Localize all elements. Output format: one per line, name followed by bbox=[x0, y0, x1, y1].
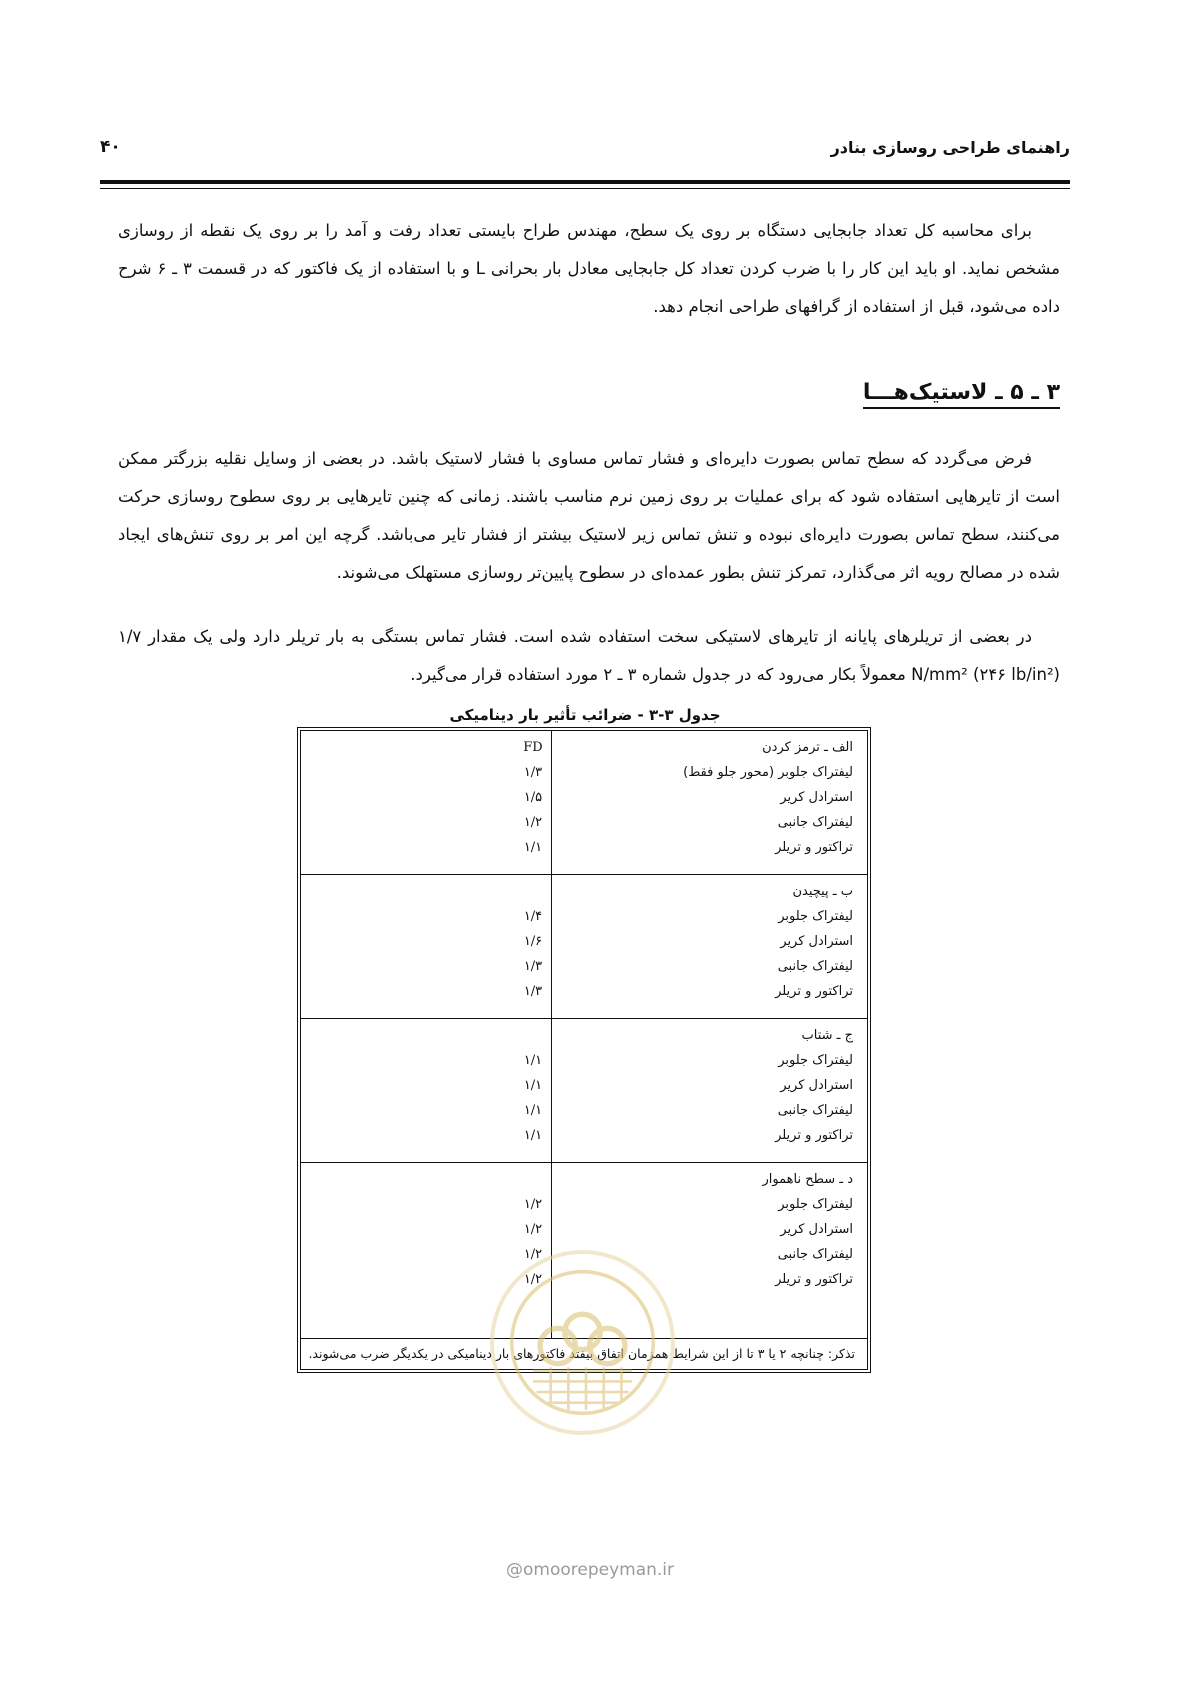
row-label: استرادل کریر bbox=[780, 1078, 853, 1093]
row-value: ۱/۱ bbox=[523, 1078, 543, 1093]
row-value: ۱/۲ bbox=[523, 1222, 543, 1237]
row-label: استرادل کریر bbox=[780, 934, 853, 949]
row-label: لیفتراک جلوبر bbox=[778, 1197, 853, 1212]
row-value: ۱/۲ bbox=[523, 815, 543, 830]
row-label: تراکتور و تریلر bbox=[775, 1128, 853, 1143]
row-label: استرادل کریر bbox=[780, 790, 853, 805]
paragraph-trailers: در بعضی از تریلرهای پایانه از تایرهای لاستیکی سخت استفاده شده است. فشار تماس بستگی به بار تریلر دارد ولی یک مقدار ۱/۷ N/mm² (۲۴۶ lb/in²) معمولاً بکار می‌رود که در جدول شماره ۳ ـ ۲ مورد استفاده قرار می‌گیرد. bbox=[118, 627, 1060, 684]
row-label: لیفتراک جلوبر bbox=[778, 909, 853, 924]
group-title: ج ـ شتاب bbox=[801, 1028, 853, 1043]
row-label: لیفتراک جانبی bbox=[777, 959, 853, 974]
row-label: تراکتور و تریلر bbox=[775, 984, 853, 999]
row-value: ۱/۳ bbox=[523, 984, 543, 999]
running-title: راهنمای طراحی روسازی بنادر bbox=[830, 137, 1070, 157]
group-labels bbox=[565, 1023, 853, 1148]
group-labels bbox=[565, 879, 853, 1004]
row-value: ۱/۱ bbox=[523, 1103, 543, 1118]
fd-header bbox=[521, 879, 545, 904]
row-label: لیفتراک جانبی bbox=[777, 1247, 853, 1262]
header-rule-thick bbox=[100, 180, 1070, 184]
fd-header bbox=[521, 1023, 545, 1048]
seal-logo-icon bbox=[490, 1250, 675, 1435]
row-value: ۱/۵ bbox=[523, 790, 543, 805]
group-title: الف ـ ترمز کردن bbox=[762, 740, 853, 755]
fd-header bbox=[521, 1167, 545, 1192]
paragraph-intro: برای محاسبه کل تعداد جابجایی دستگاه بر روی یک سطح، مهندس طراح بایستی تعداد رفت و آمد را بر روی یک نقطه از روسازی مشخص نماید. او باید این کار را با ضرب کردن تعداد کل جابجایی معادل بار بحرانی L و با استفاده از یک فاکتور که در قسمت ۳ ـ ۶ شرح داده می‌شود، قبل از استفاده از گرافهای طراحی انجام دهد. bbox=[118, 221, 1061, 316]
table-group bbox=[301, 731, 867, 875]
seal-graphic bbox=[494, 1254, 671, 1431]
group-values bbox=[521, 879, 545, 1004]
group-labels bbox=[565, 735, 853, 860]
row-label: لیفتراک جلوبر (محور جلو فقط) bbox=[683, 765, 853, 780]
row-label: لیفتراک جانبی bbox=[777, 1103, 853, 1118]
watermark-site: @omoorepeyman.ir bbox=[505, 1560, 675, 1580]
group-values bbox=[521, 735, 545, 860]
group-title: د ـ سطح ناهموار bbox=[762, 1172, 853, 1187]
row-label: استرادل کریر bbox=[780, 1222, 853, 1237]
group-values bbox=[521, 1023, 545, 1148]
column-divider bbox=[551, 875, 552, 1018]
row-label: لیفتراک جلوبر bbox=[778, 1053, 853, 1068]
page-number: ۴۰ bbox=[100, 137, 121, 157]
column-divider bbox=[551, 1019, 552, 1162]
row-value: ۱/۱ bbox=[523, 840, 543, 855]
row-value: ۱/۱ bbox=[523, 1053, 543, 1068]
fd-header: FD bbox=[523, 740, 543, 755]
group-title: ب ـ پیچیدن bbox=[792, 884, 853, 899]
row-label: لیفتراک جانبی bbox=[777, 815, 853, 830]
section-heading: ۳ ـ ۵ ـ لاستیک‌هـــا bbox=[863, 380, 1060, 409]
row-value: ۱/۳ bbox=[523, 959, 543, 974]
table-note: تذکر: چنانچه ۲ یا ۳ تا از این شرایط همزمان اتفاق بیفتد فاکتورهای بار دینامیکی در یکدیگر ضرب می‌شوند. bbox=[308, 1346, 855, 1361]
table-caption: جدول ۳-۳ - ضرائب تأثیر بار دینامیکی bbox=[449, 706, 721, 724]
row-value: ۱/۲ bbox=[523, 1247, 543, 1262]
paragraph-tires: فرض می‌گردد که سطح تماس بصورت دایره‌ای و فشار تماس مساوی با فشار لاستیک باشد. در بعضی از وسایل نقلیه بزرگتر ممکن است از تایرهایی استفاده شود که برای عملیات بر روی زمین نرم مناسب باشند. زمانی که چنین تایرهایی بر روی سطوح روسازی حرکت می‌کنند، سطح تماس بصورت دایره‌ای نبوده و تنش تماس زیر لاستیک بیشتر از فشار تایر می‌باشد. گرچه این امر بر روی تنش‌های ایجاد شده در مصالح رویه اثر می‌گذارد، تمرکز تنش بطور عمده‌ای در سطوح پایین‌تر روسازی مستهلک می‌شوند. bbox=[118, 449, 1060, 582]
row-value: ۱/۲ bbox=[523, 1272, 543, 1287]
table-group bbox=[301, 875, 867, 1019]
table-group bbox=[301, 1019, 867, 1163]
row-label: تراکتور و تریلر bbox=[775, 840, 853, 855]
row-value: ۱/۴ bbox=[523, 909, 543, 924]
row-value: ۱/۱ bbox=[523, 1128, 543, 1143]
row-value: ۱/۲ bbox=[523, 1197, 543, 1212]
column-divider bbox=[551, 731, 552, 874]
row-label: تراکتور و تریلر bbox=[775, 1272, 853, 1287]
running-header bbox=[100, 132, 1070, 162]
header-rule-thin bbox=[100, 188, 1070, 189]
row-value: ۱/۶ bbox=[523, 934, 543, 949]
row-value: ۱/۳ bbox=[523, 765, 543, 780]
